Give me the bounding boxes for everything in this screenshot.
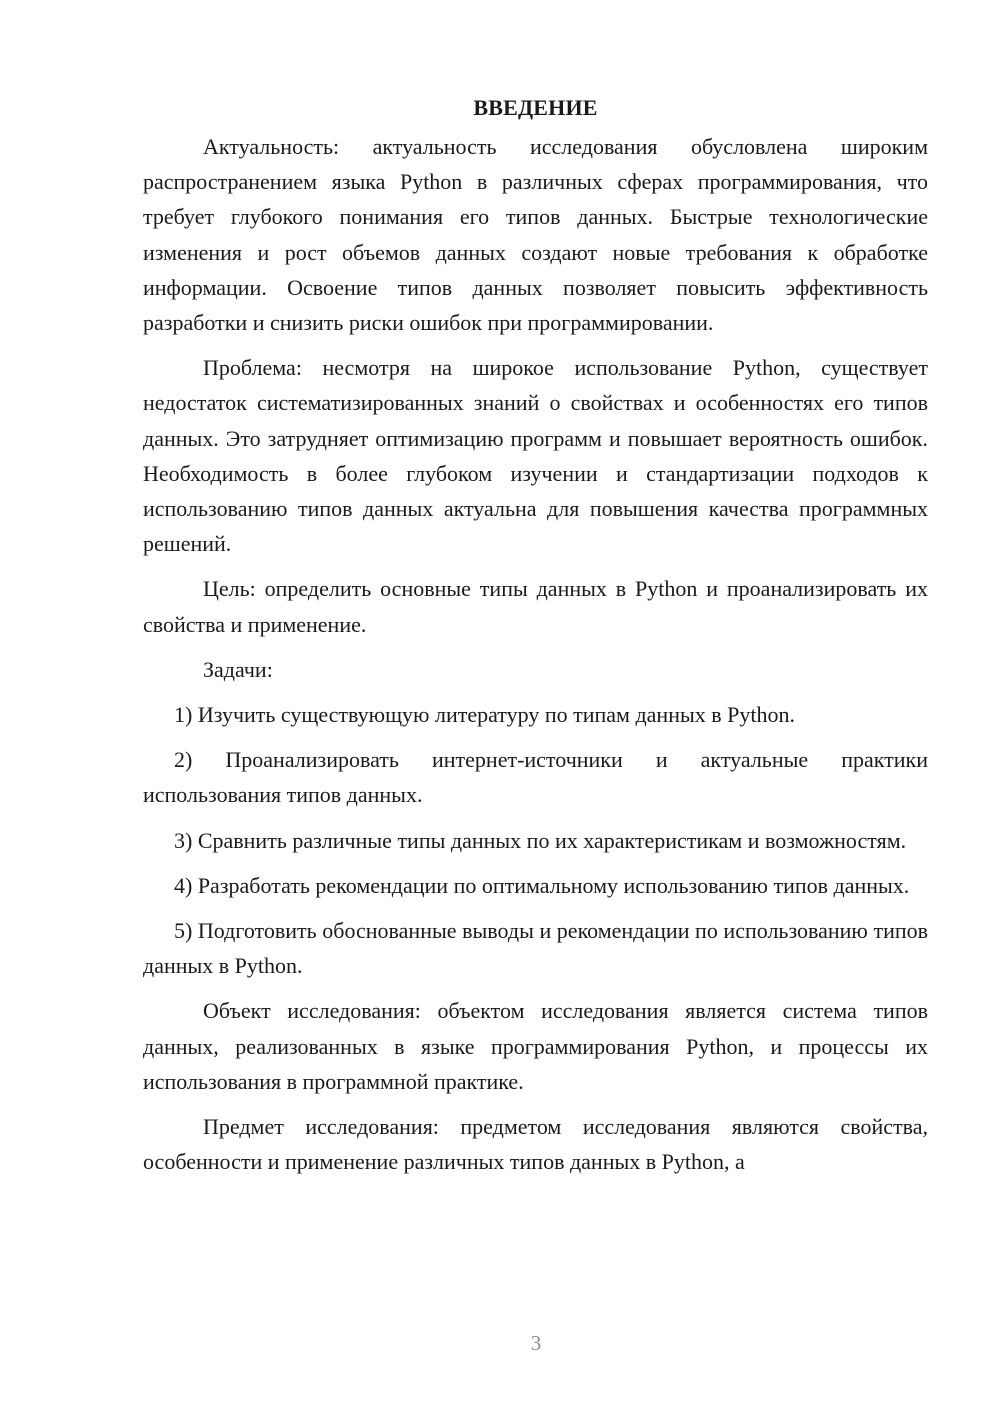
- task-item: 4) Разработать рекомендации по оптимальному использованию типов данных.: [174, 872, 910, 898]
- task-item: 2) Проанализировать интернет-источники и актуальные практики использования типов данных.: [143, 747, 928, 808]
- task-item: 5) Подготовить обоснованные выводы и рекомендации по использованию типов данных в Python.: [143, 918, 928, 979]
- tasks-label: Задачи:: [203, 656, 273, 682]
- subject-paragraph: Предмет исследования: предметом исследования являются свойства, особенности и применение различных типов данных в Python, а: [143, 1114, 928, 1175]
- document-page: [143, 90, 928, 1189]
- object-paragraph: Объект исследования: объектом исследования является система типов данных, реализованных в языке программирования Python, и процессы их использования в программной практике.: [143, 998, 928, 1094]
- page-title: ВВЕДЕНИЕ: [473, 95, 598, 120]
- goal-paragraph: Цель: определить основные типы данных в Python и проанализировать их свойства и применение.: [143, 576, 928, 637]
- problem-paragraph: Проблема: несмотря на широкое использование Python, существует недостаток систематизированных знаний о свойствах и особенностях его типов данных. Это затрудняет оптимизацию программ и повышает вероятность ошибок. Необходимость в более глубоком изучении и стандартизации подходов к использованию типов данных актуальна для повышения качества программных решений.: [143, 355, 928, 557]
- task-item: 3) Сравнить различные типы данных по их характеристикам и возможностям.: [174, 827, 907, 853]
- relevance-paragraph: Актуальность: актуальность исследования обусловлена широким распространением языка Python в различных сферах программирования, что требует глубокого понимания его типов данных. Быстрые технологические изменения и рост объемов данных создают новые требования к обработке информации. Освоение типов данных позволяет повысить эффективность разработки и снизить риски ошибок при программировании.: [143, 134, 928, 336]
- task-item: 1) Изучить существующую литературу по типам данных в Python.: [174, 702, 795, 728]
- page-number: 3: [530, 1331, 542, 1355]
